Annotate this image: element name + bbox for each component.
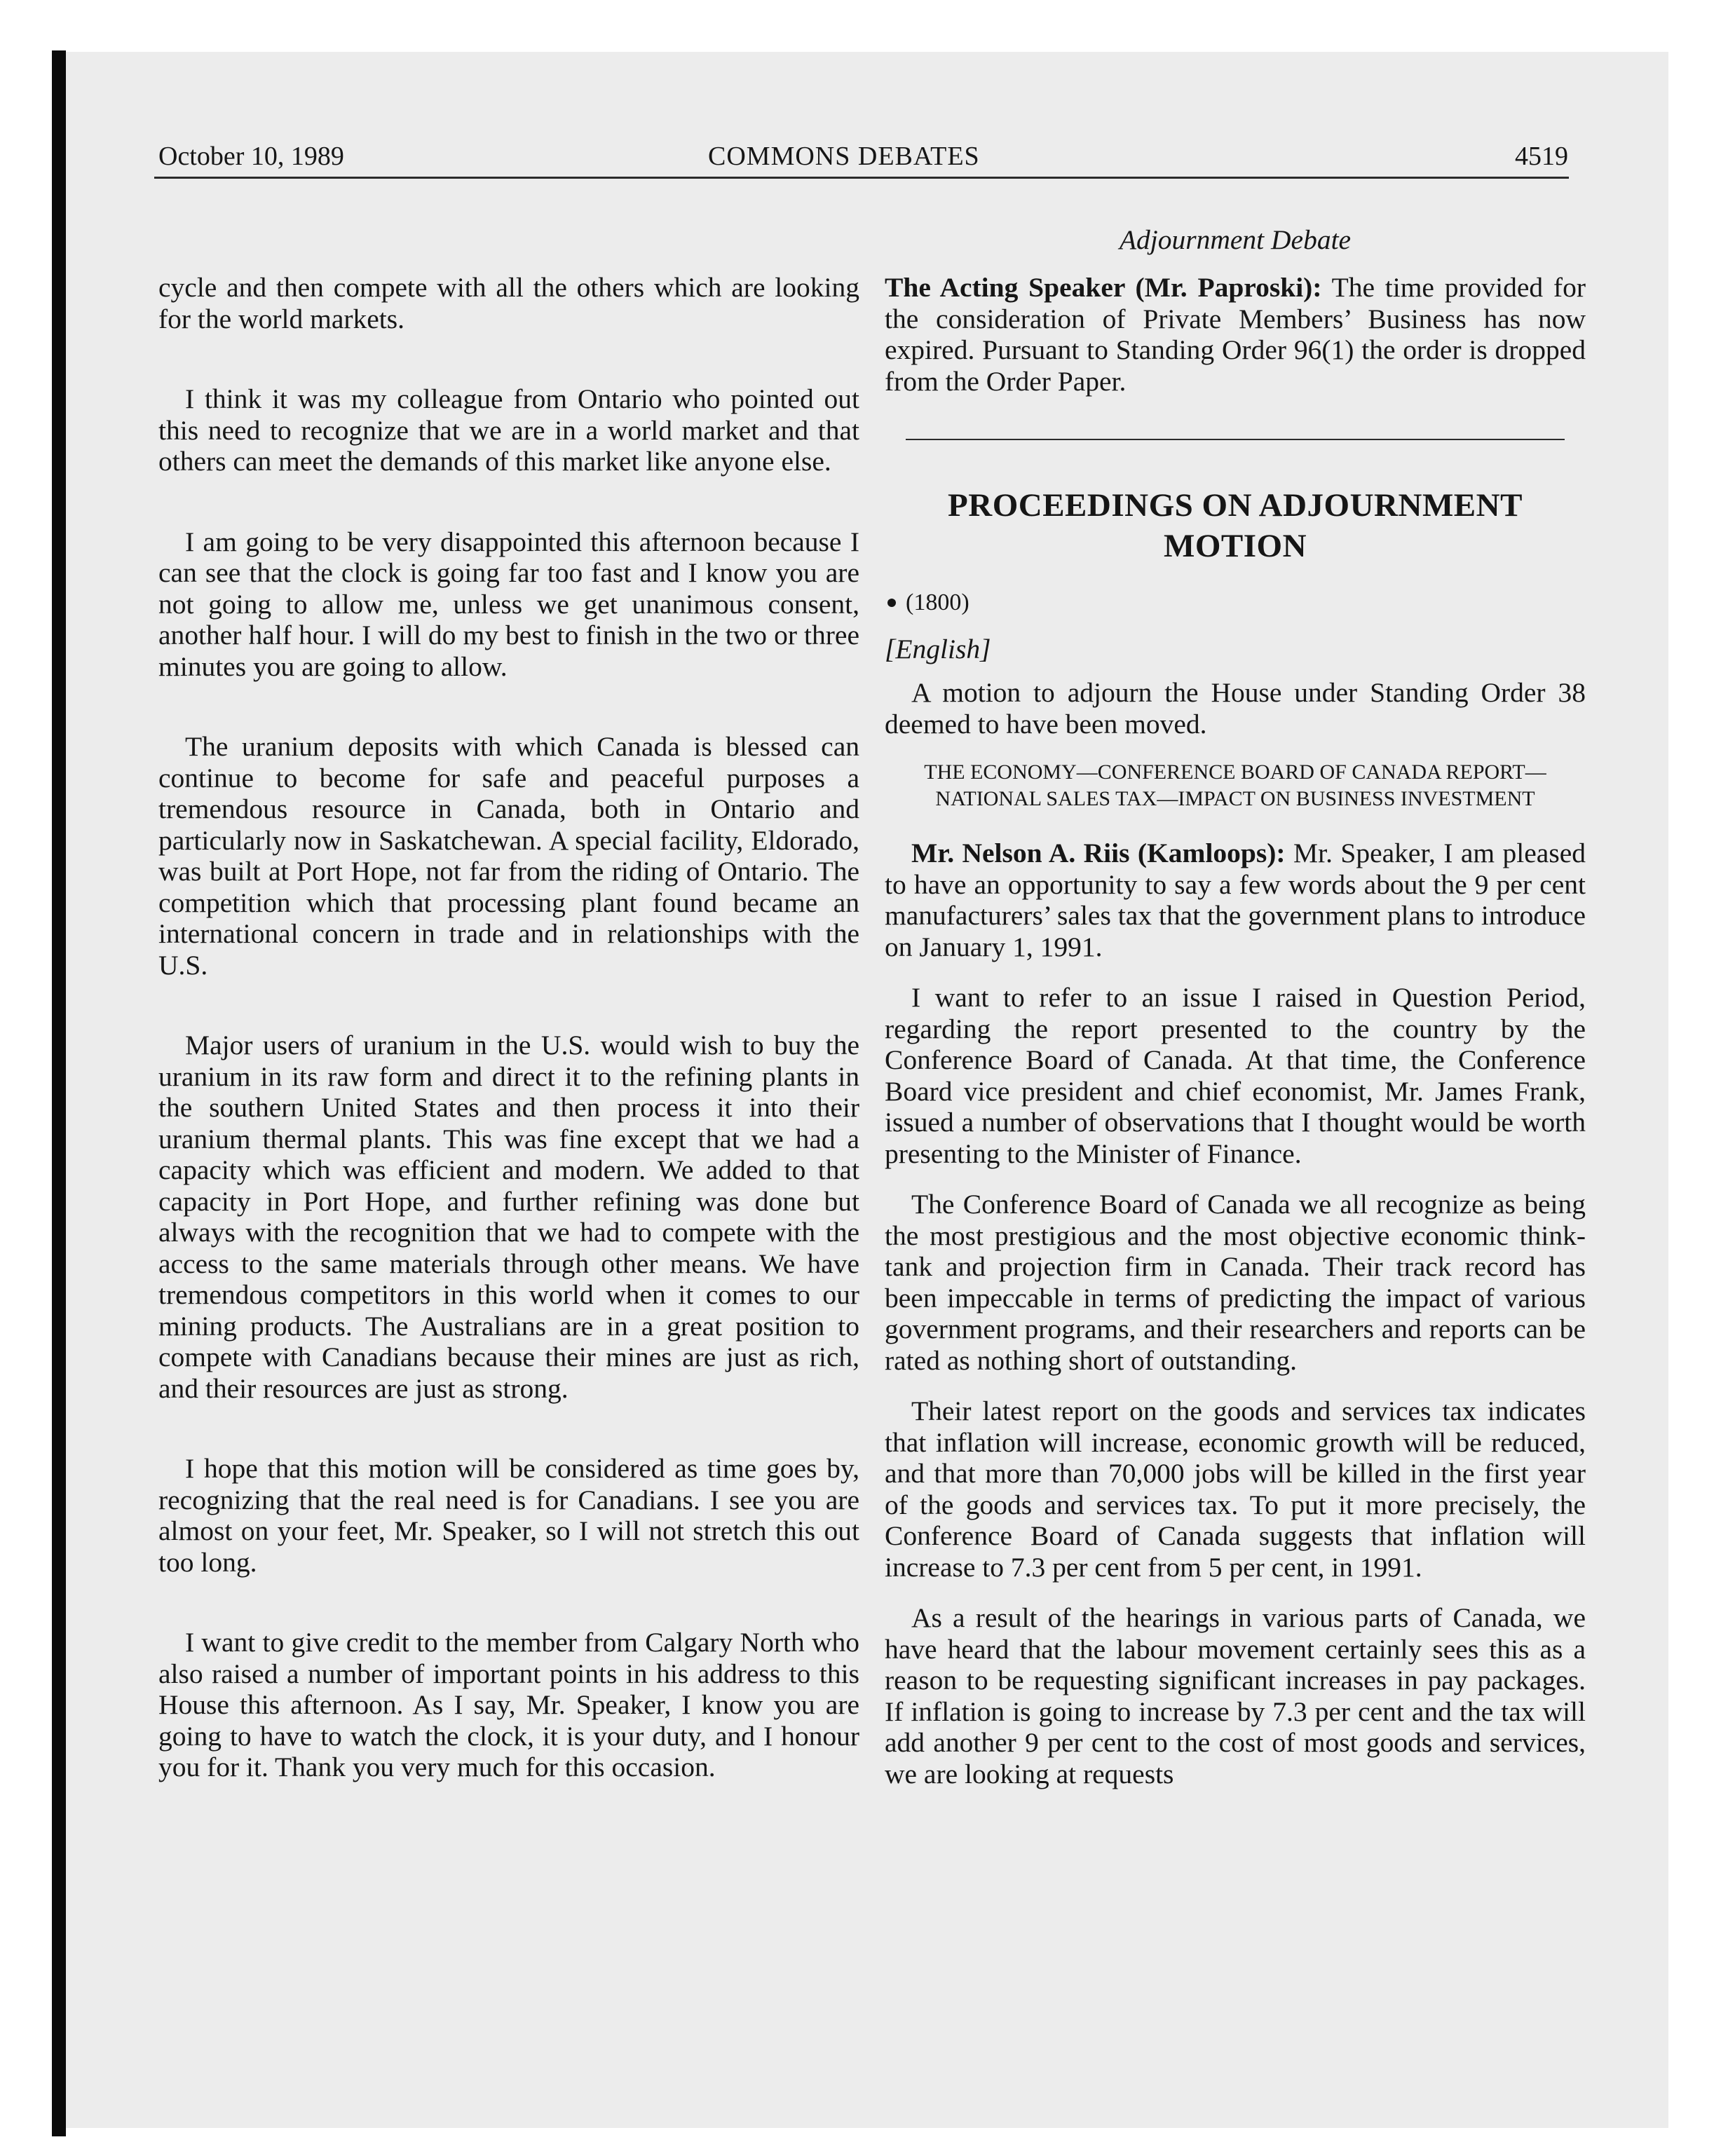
left-paragraph: Major users of uranium in the U.S. would wish to buy the uranium in its raw form and direct it to the refining plants in the southern United States and then process it into their uranium thermal plants. This was fine except that we had a capacity which was efficient and modern. We added to that capacity in Port Hope, and further refining was done but always with the recognition that we had to compete with the access to the same materials through other means. We have tremendous competitors in this world when it comes to our mining products. The Australians are in a great position to compete with Canadians because their mines are just as rich, and their resources are just as strong. [158,1030,859,1404]
language-tag: [English] [885,634,991,664]
header-title: COMMONS DEBATES [708,142,980,171]
left-column [158,224,859,1832]
left-paragraph: I want to give credit to the member from Calgary North who also raised a number of important points in his address to this House this afternoon. As I say, Mr. Speaker, I know you are going to have to watch the clock, it is your duty, and I honour you for it. Thank you very much for this occasion. [158,1627,859,1782]
right-paragraph: Their latest report on the goods and services tax indicates that inflation will increase, economic growth will be reduced, and that more than 70,000 jobs will be killed in the first year of the goods and services tax. To put it more precisely, the Conference Board of Canada suggests that inflation will increase to 7.3 per cent from 5 per cent, in 1991. [885,1396,1586,1583]
left-paragraph: I hope that this motion will be considered as time goes by, recognizing that the real need is for Canadians. I see you are almost on your feet, Mr. Speaker, so I will not stretch this out too long. [158,1453,859,1578]
header-page-number: 4519 [1515,142,1568,171]
section-heading: PROCEEDINGS ON ADJOURNMENT MOTION [948,487,1523,564]
bullet-icon [887,599,896,607]
motion-paragraph: A motion to adjourn the House under Standing Order 38 deemed to have been moved. [885,677,1586,739]
speech-text: Mr. Speaker, I am pleased to have an opportunity to say a few words about the 9 per cent manufacturers’ sales tax that the government plans to introduce on January 1, 1991. [885,838,1586,962]
speech-text: The time provided for the consideration of Private Members’ Business has now expired. Pursuant to Standing Order 96(1) the order is dropped from the Order Paper. [885,272,1586,397]
left-paragraph: cycle and then compete with all the others which are looking for the world markets. [158,272,859,334]
right-paragraph: As a result of the hearings in various parts of Canada, we have heard that the labour movement certainly sees this as a reason to be requesting significant increases in pay packages. If inflation is going to increase by 7.3 per cent and the tax will add another 9 per cent to the cost of most goods and services, we are looking at requests [885,1602,1586,1789]
left-paragraph: I think it was my colleague from Ontario who pointed out this need to recognize that we are in a world market and that others can meet the demands of this market like anyone else. [158,383,859,477]
timestamp [885,587,1586,618]
section-label: Adjournment Debate [1119,224,1352,255]
right-paragraph: I want to refer to an issue I raised in Question Period, regarding the report presented to the country by the Conference Board of Canada. At that time, the Conference Board vice president and chief economist, Mr. James Frank, issued a number of observations that I thought would be worth presenting to the Minister of Finance. [885,982,1586,1169]
header-rule [154,177,1569,179]
header-date: October 10, 1989 [158,142,344,171]
scan-edge-bar [52,50,66,2136]
left-paragraph: I am going to be very disappointed this afternoon because I can see that the clock is going far too fast and I know you are not going to allow me, unless we get unanimous consent, another half hour. I will do my best to finish in the two or three minutes you are going to allow. [158,526,859,682]
speaker-name: Mr. Nelson A. Riis (Kamloops): [911,838,1286,868]
timestamp-text: (1800) [906,589,969,615]
subject-heading: THE ECONOMY—CONFERENCE BOARD OF CANADA REPORT—NATIONAL SALES TAX—IMPACT ON BUSINESS INVESTMENT [924,760,1546,810]
right-paragraph: The Conference Board of Canada we all recognize as being the most prestigious and the most objective economic think-tank and projection firm in Canada. Their track record has been impeccable in terms of predicting the impact of various government programs, and their researchers and reports can be rated as nothing short of outstanding. [885,1189,1586,1376]
section-divider [906,439,1565,440]
acting-speaker-paragraph [885,272,1586,397]
speaker-name: The Acting Speaker (Mr. Paproski): [885,272,1322,303]
right-column [885,224,1586,1809]
left-paragraph: The uranium deposits with which Canada is blessed can continue to become for safe and peaceful purposes a tremendous resource in Canada, both in Ontario and particularly now in Saskatchewan. A special facility, Eldorado, was built at Port Hope, not far from the riding of Ontario. The competition which that processing plant found became an international concern in trade and in relationships with the U.S. [158,731,859,981]
riis-paragraph [885,838,1586,962]
